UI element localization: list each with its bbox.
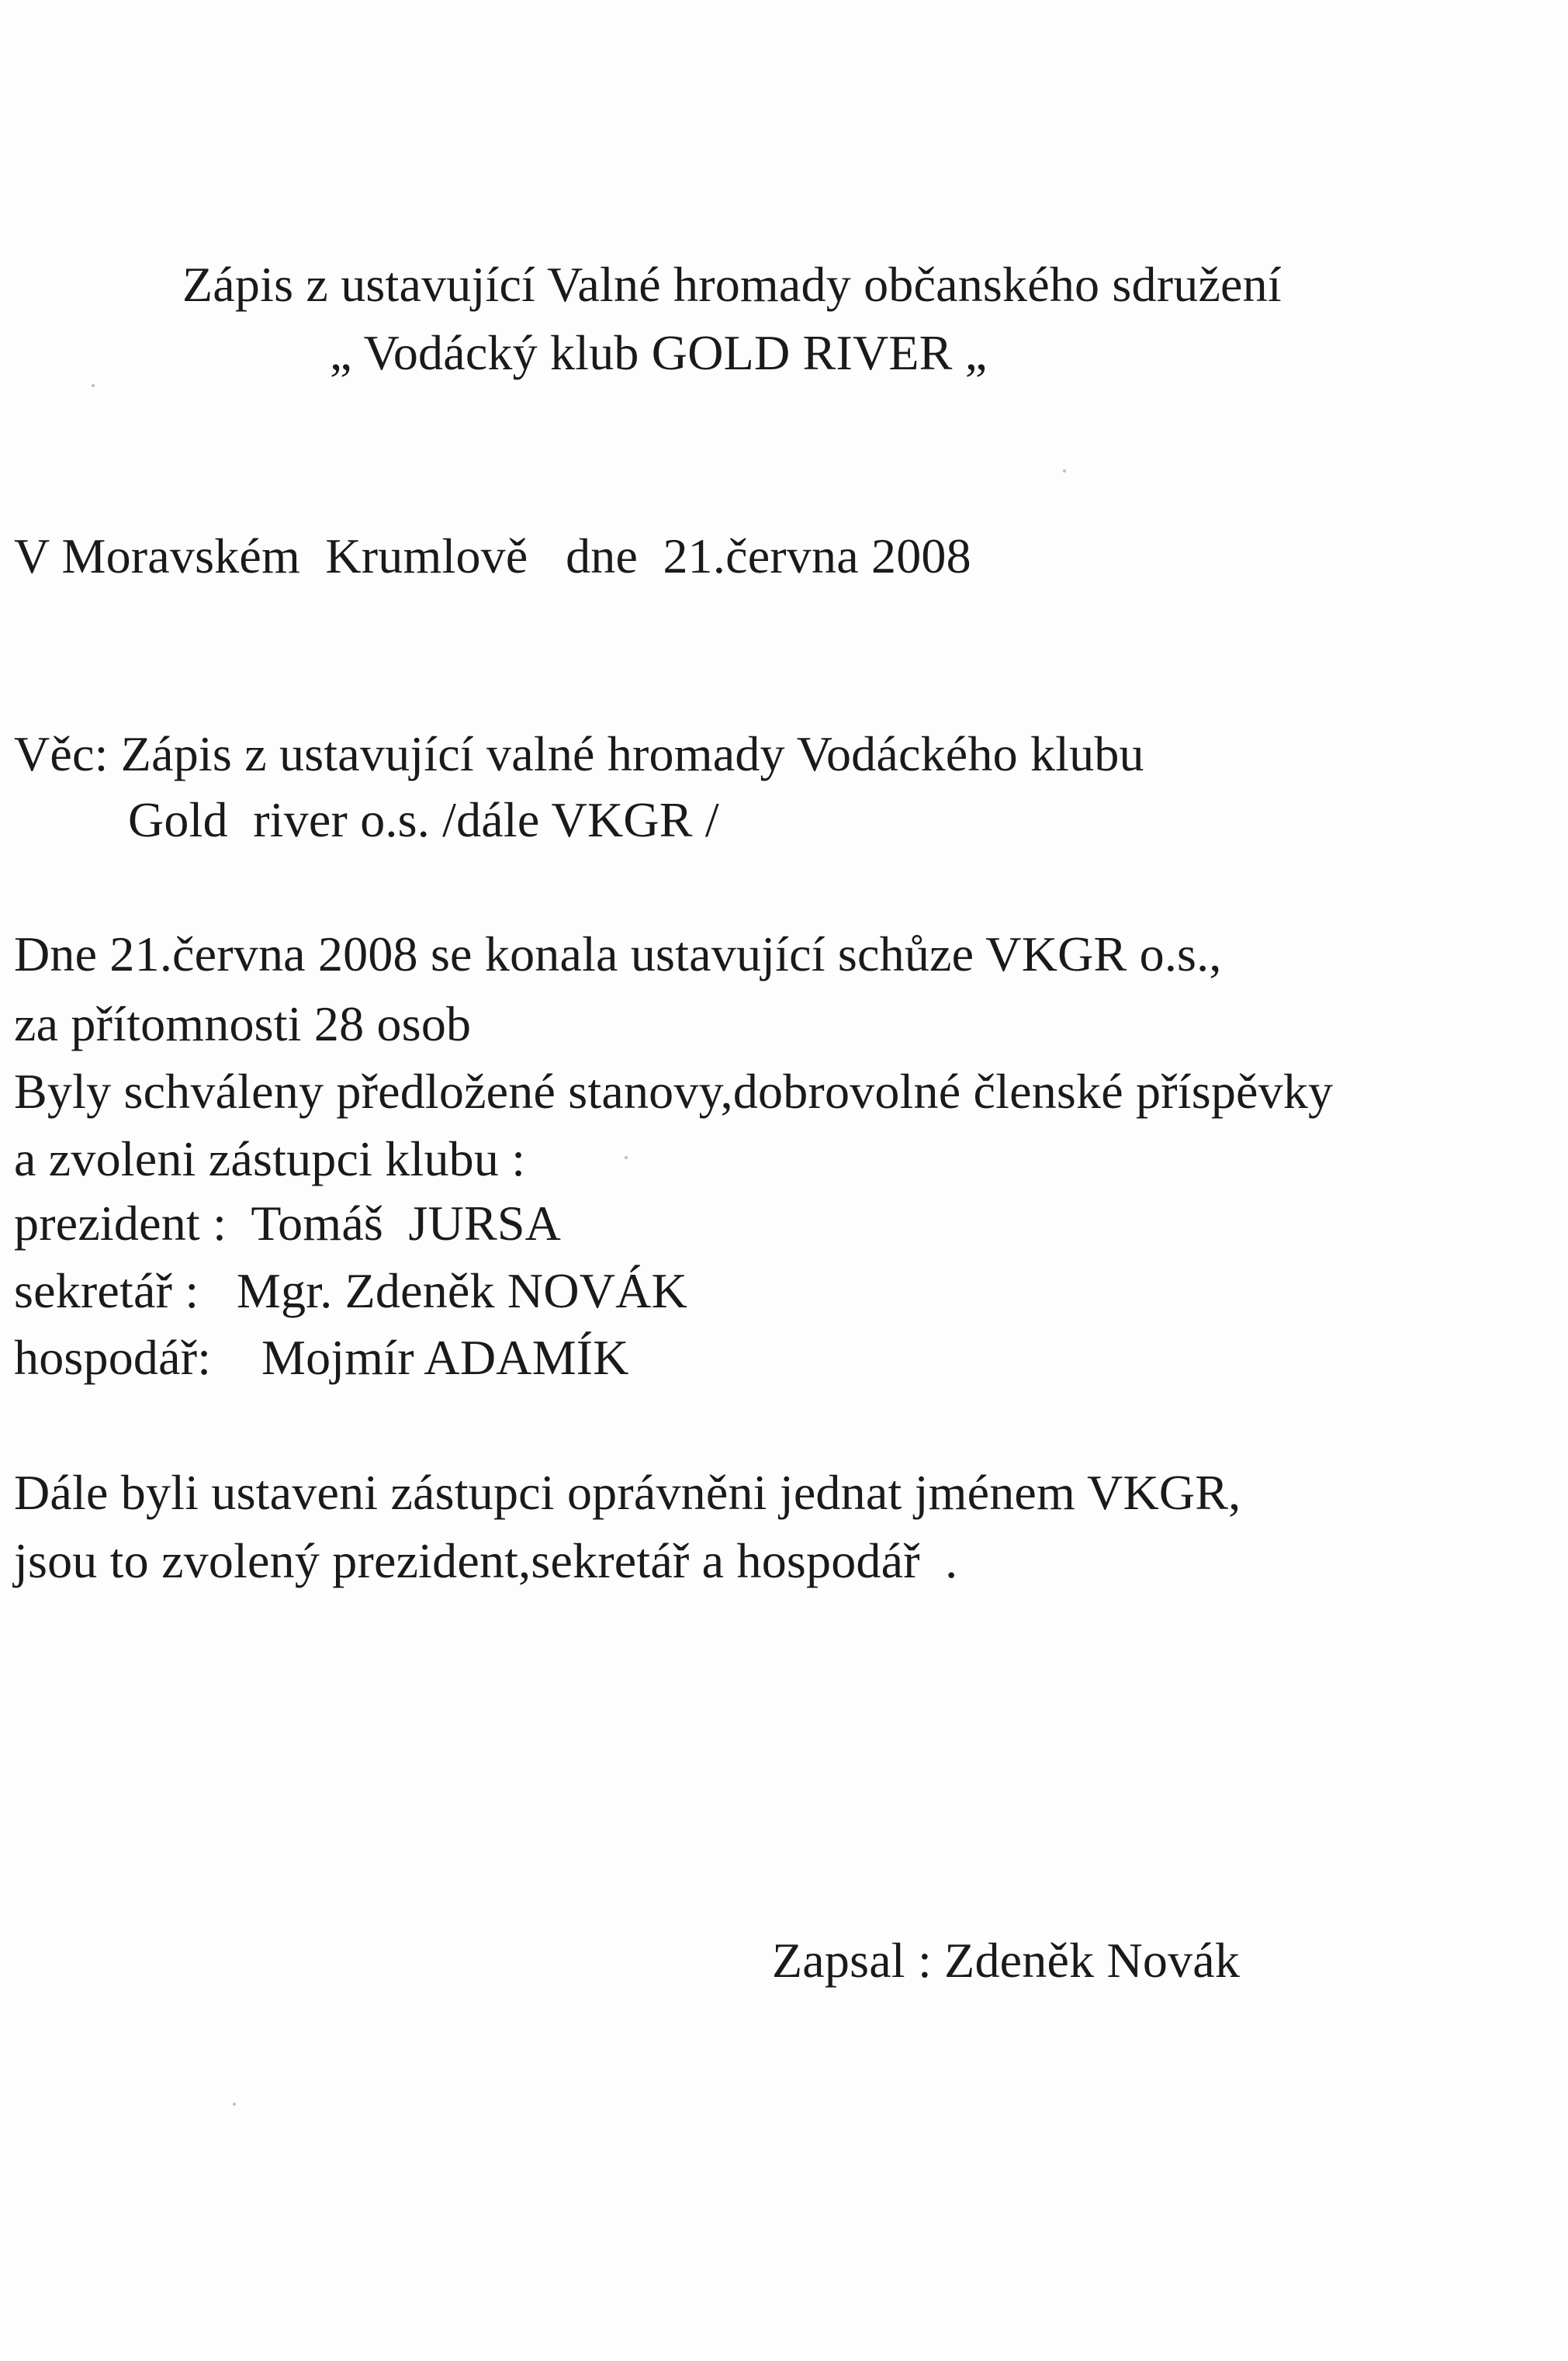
closing-line-1: Dále byli ustaveni zástupci oprávněni jednat jménem VKGR, [14, 1465, 1241, 1520]
body-line-1: Dne 21.června 2008 se konala ustavující schůze VKGR o.s., [14, 926, 1222, 981]
officer-president: prezident : Tomáš JURSA [14, 1196, 562, 1251]
title-line-1: Zápis z ustavující Valné hromady občanského sdružení [182, 257, 1282, 312]
closing-line-2: jsou to zvolený prezident,sekretář a hospodář . [14, 1533, 958, 1588]
body-line-2: za přítomnosti 28 osob [14, 996, 472, 1051]
scan-speck [625, 1156, 628, 1159]
scan-speck [1063, 469, 1066, 473]
subject-line-2: Gold river o.s. /dále VKGR / [128, 792, 719, 847]
officer-secretary: sekretář : Mgr. Zdeněk NOVÁK [14, 1263, 687, 1318]
signature-line: Zapsal : Zdeněk Novák [772, 1933, 1241, 1988]
title-line-2: „ Vodácký klub GOLD RIVER „ [330, 325, 988, 380]
scan-speck [92, 384, 95, 387]
scan-speck [233, 2103, 236, 2106]
body-line-4: a zvoleni zástupci klubu : [14, 1131, 526, 1186]
body-line-3: Byly schváleny předložené stanovy,dobrovolné členské příspěvky [14, 1064, 1334, 1119]
place-date: V Moravském Krumlově dne 21.června 2008 [14, 528, 971, 583]
subject-line-1: Věc: Zápis z ustavující valné hromady Vodáckého klubu [14, 726, 1144, 781]
officer-treasurer: hospodář: Mojmír ADAMÍK [14, 1330, 629, 1385]
